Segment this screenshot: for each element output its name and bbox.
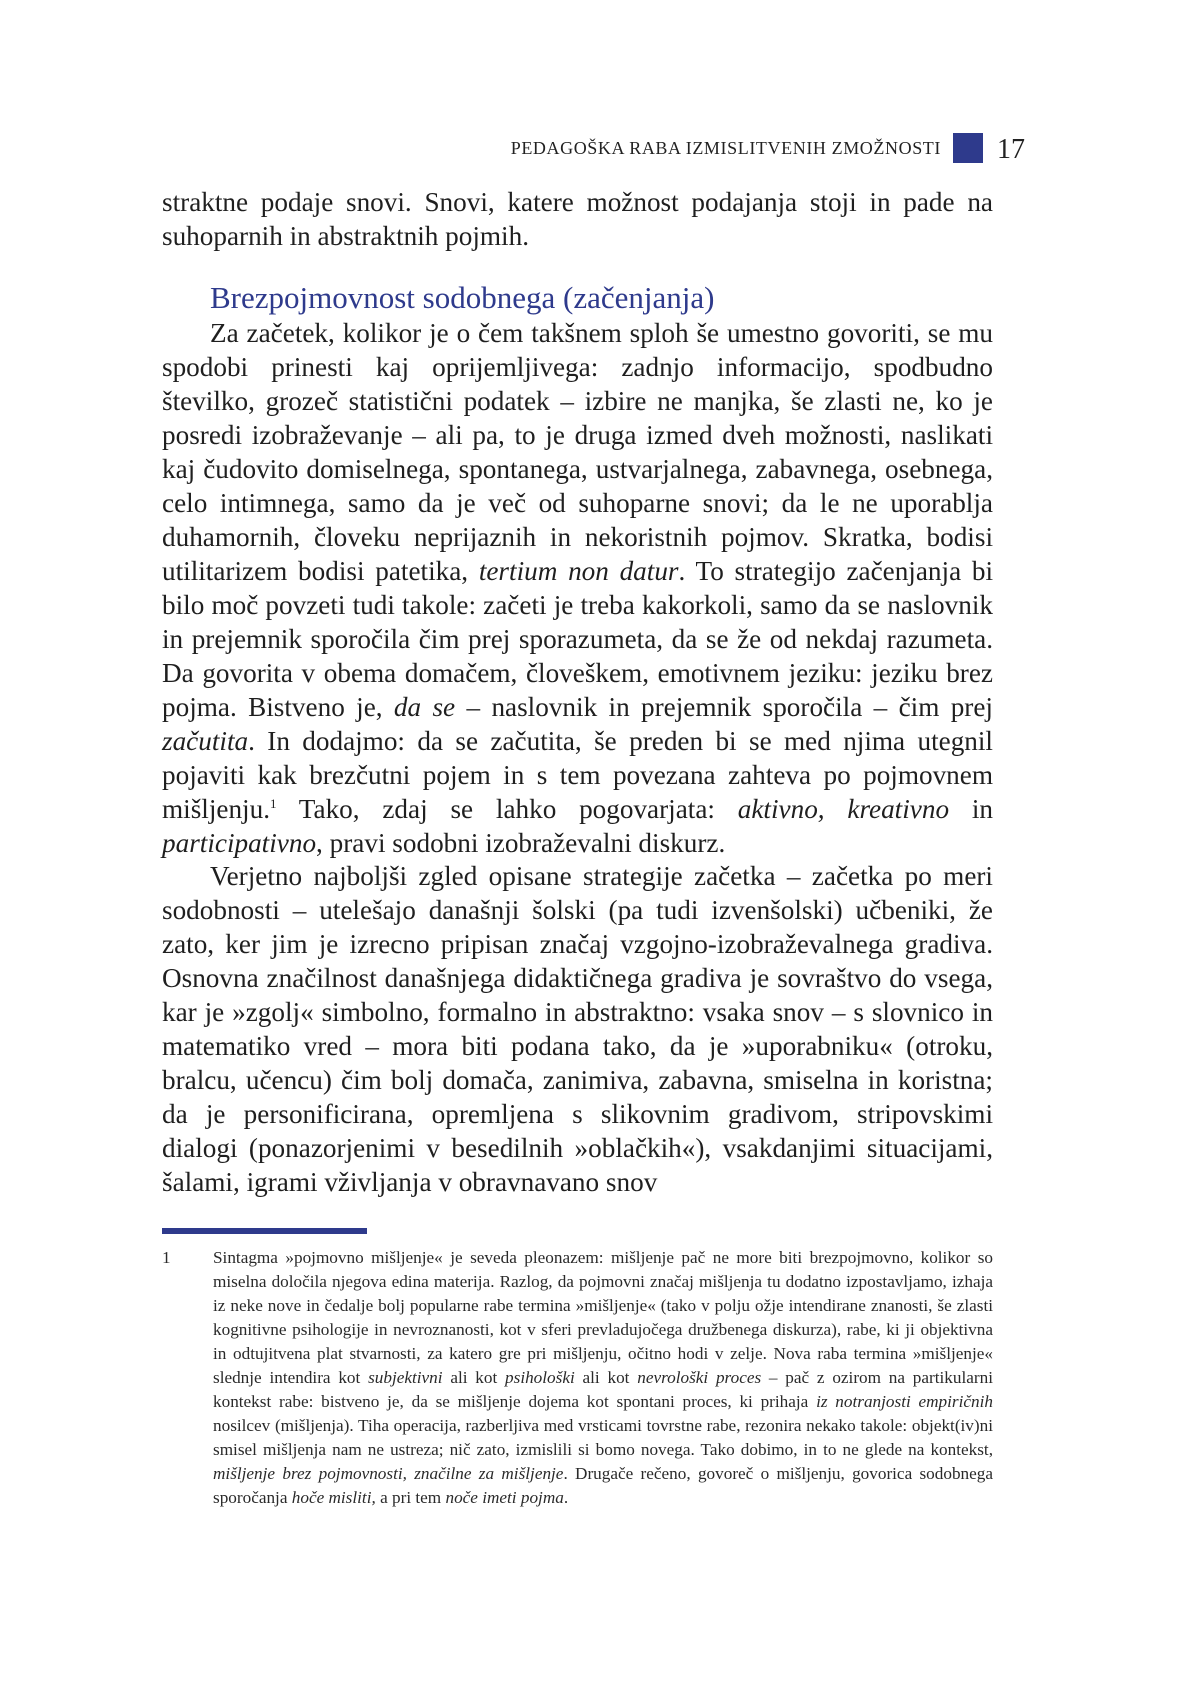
footnote-reference[interactable]: 1: [270, 795, 277, 811]
running-title: PEDAGOŠKA RABA IZMISLITVENIH ZMOŽNOSTI: [510, 137, 941, 158]
running-header: [511, 131, 1025, 165]
paragraph-text: straktne podaje snovi. Snovi, katere možnost podajanja stoji in pade na suhoparnih in abstraktnih pojmih.: [162, 187, 993, 251]
section-heading: Brezpojmovnost sodobnega (začenjanja): [210, 280, 715, 315]
footnote-number: 1: [162, 1248, 171, 1267]
italic-phrase: da se: [393, 692, 456, 722]
header-square-marker: [953, 133, 983, 163]
paragraph-text: Za začetek, kolikor je o čem takšnem sploh še umestno govoriti, se mu spodobi prinesti kaj oprijemljivega: zadnjo informacijo, spodbudno številko, grozeč statistični podatek – izbire ne manjka, še zlasti ne, ko je posredi izobraževanje – ali pa, to je druga izmed dveh možnosti, naslikati kaj čudovito domiselnega, spontanega, ustvarjalnega, zabavnega, osebnega, celo intimnega, samo da je več od suhoparne snovi; da le ne uporablja duhamornih, človeku neprijaznih in nekoristnih pojmov. Skratka, bodisi utilitarizem bodisi patetika, tertium non datur. To strategijo začenjanja bi bilo moč povzeti tudi takole: začeti je treba kakorkoli, samo da se naslovnik in prejemnik sporočila čim prej sporazumeta, da se že od nekdaj razumeta. Da govorita v obema domačem, človeškem, emotivnem jeziku: jeziku brez pojma. Bistveno je, da se – naslovnik in prejemnik sporočila – čim prej začutita. In dodajmo: da se začutita, še preden bi se med njima utegnil pojaviti kak brezčutni pojem in s tem povezana zahteva po pojmovnem mišljenju.$^1$ Tako, zdaj se lahko pogovarjata: aktivno, kreativno in participativno, pravi sodobni izobraževalni diskurz.: [162, 318, 994, 858]
italic-phrase: tertium non datur: [478, 556, 679, 586]
paragraph-2: [162, 859, 993, 1199]
footnote-separator: [162, 1228, 367, 1234]
italic-phrase: začutita: [162, 726, 249, 756]
paragraph-continuation: [162, 185, 993, 253]
italic-phrase: aktivno, kreativno: [737, 794, 950, 824]
page-number: 17: [997, 134, 1025, 165]
footnote-1: [162, 1246, 993, 1510]
paragraph-text: Verjetno najboljši zgled opisane strategije začetka – začetka po meri sodobnosti – utelešajo današnji šolski (pa tudi izvenšolski) učbeniki, že zato, ker jim je izrecno pripisan značaj vzgojno-izobraževalnega gradiva. Osnovna značilnost današnjega didaktičnega gradiva je sovraštvo do vsega, kar je »zgolj« simbolno, formalno in abstraktno: vsaka snov – s slovnico in matematiko vred – mora biti podana tako, da je »uporabniku« (otroku, bralcu, učencu) čim bolj domača, zanimiva, zabavna, smiselna in koristna; da je personificirana, opremljena s slikovnim gradivom, stripovskimi dialogi (ponazorjenimi v besedilnih »oblačkih«), vsakdanjimi situacijami, šalami, igrami vživljanja v obravnavano snov: [162, 861, 993, 1197]
italic-phrase: participativno: [162, 828, 317, 858]
paragraph-1: [162, 316, 993, 860]
footnote-text: Sintagma »pojmovno mišljenje« je seveda pleonazem: mišljenje pač ne more biti brezpojmovno, kolikor so miselna določila njegova edina materija. Razlog, da pojmovni značaj mišljenja tu dodatno izpostavljamo, izhaja iz neke nove in čedalje bolj popularne rabe termina »mišljenje« (tako v polju ožje intendirane znanosti, še zlasti kognitivne psihologije in nevroznanosti, kot v sferi prevladujočega družbenega diskurza), rabe, ki ji objektivna in odtujitvena plat stvarnosti, za katero gre pri mišljenju, očitno hodi v zelje. Nova raba termina »mišljenje« slednje intendira kot subjektivni ali kot psihološki ali kot nevrološki proces – pač z ozirom na partikularni kontekst rabe: bistveno je, da se mišljenje dojema kot spontani proces, ki prihaja iz notranjosti empiričnih nosilcev (mišljenja). Tiha operacija, razberljiva med vrsticami tovrstne rabe, rezonira nekako takole: objekt(iv)ni smisel mišljenja nam ne ustreza; nič zato, izmislili si bomo novega. Tako dobimo, in to ne glede na kontekst, mišljenje brez pojmovnosti, značilne za mišljenje. Drugače rečeno, govoreč o mišljenju, govorica sodobnega sporočanja hoče misliti, a pri tem noče imeti pojma.: [213, 1248, 994, 1507]
